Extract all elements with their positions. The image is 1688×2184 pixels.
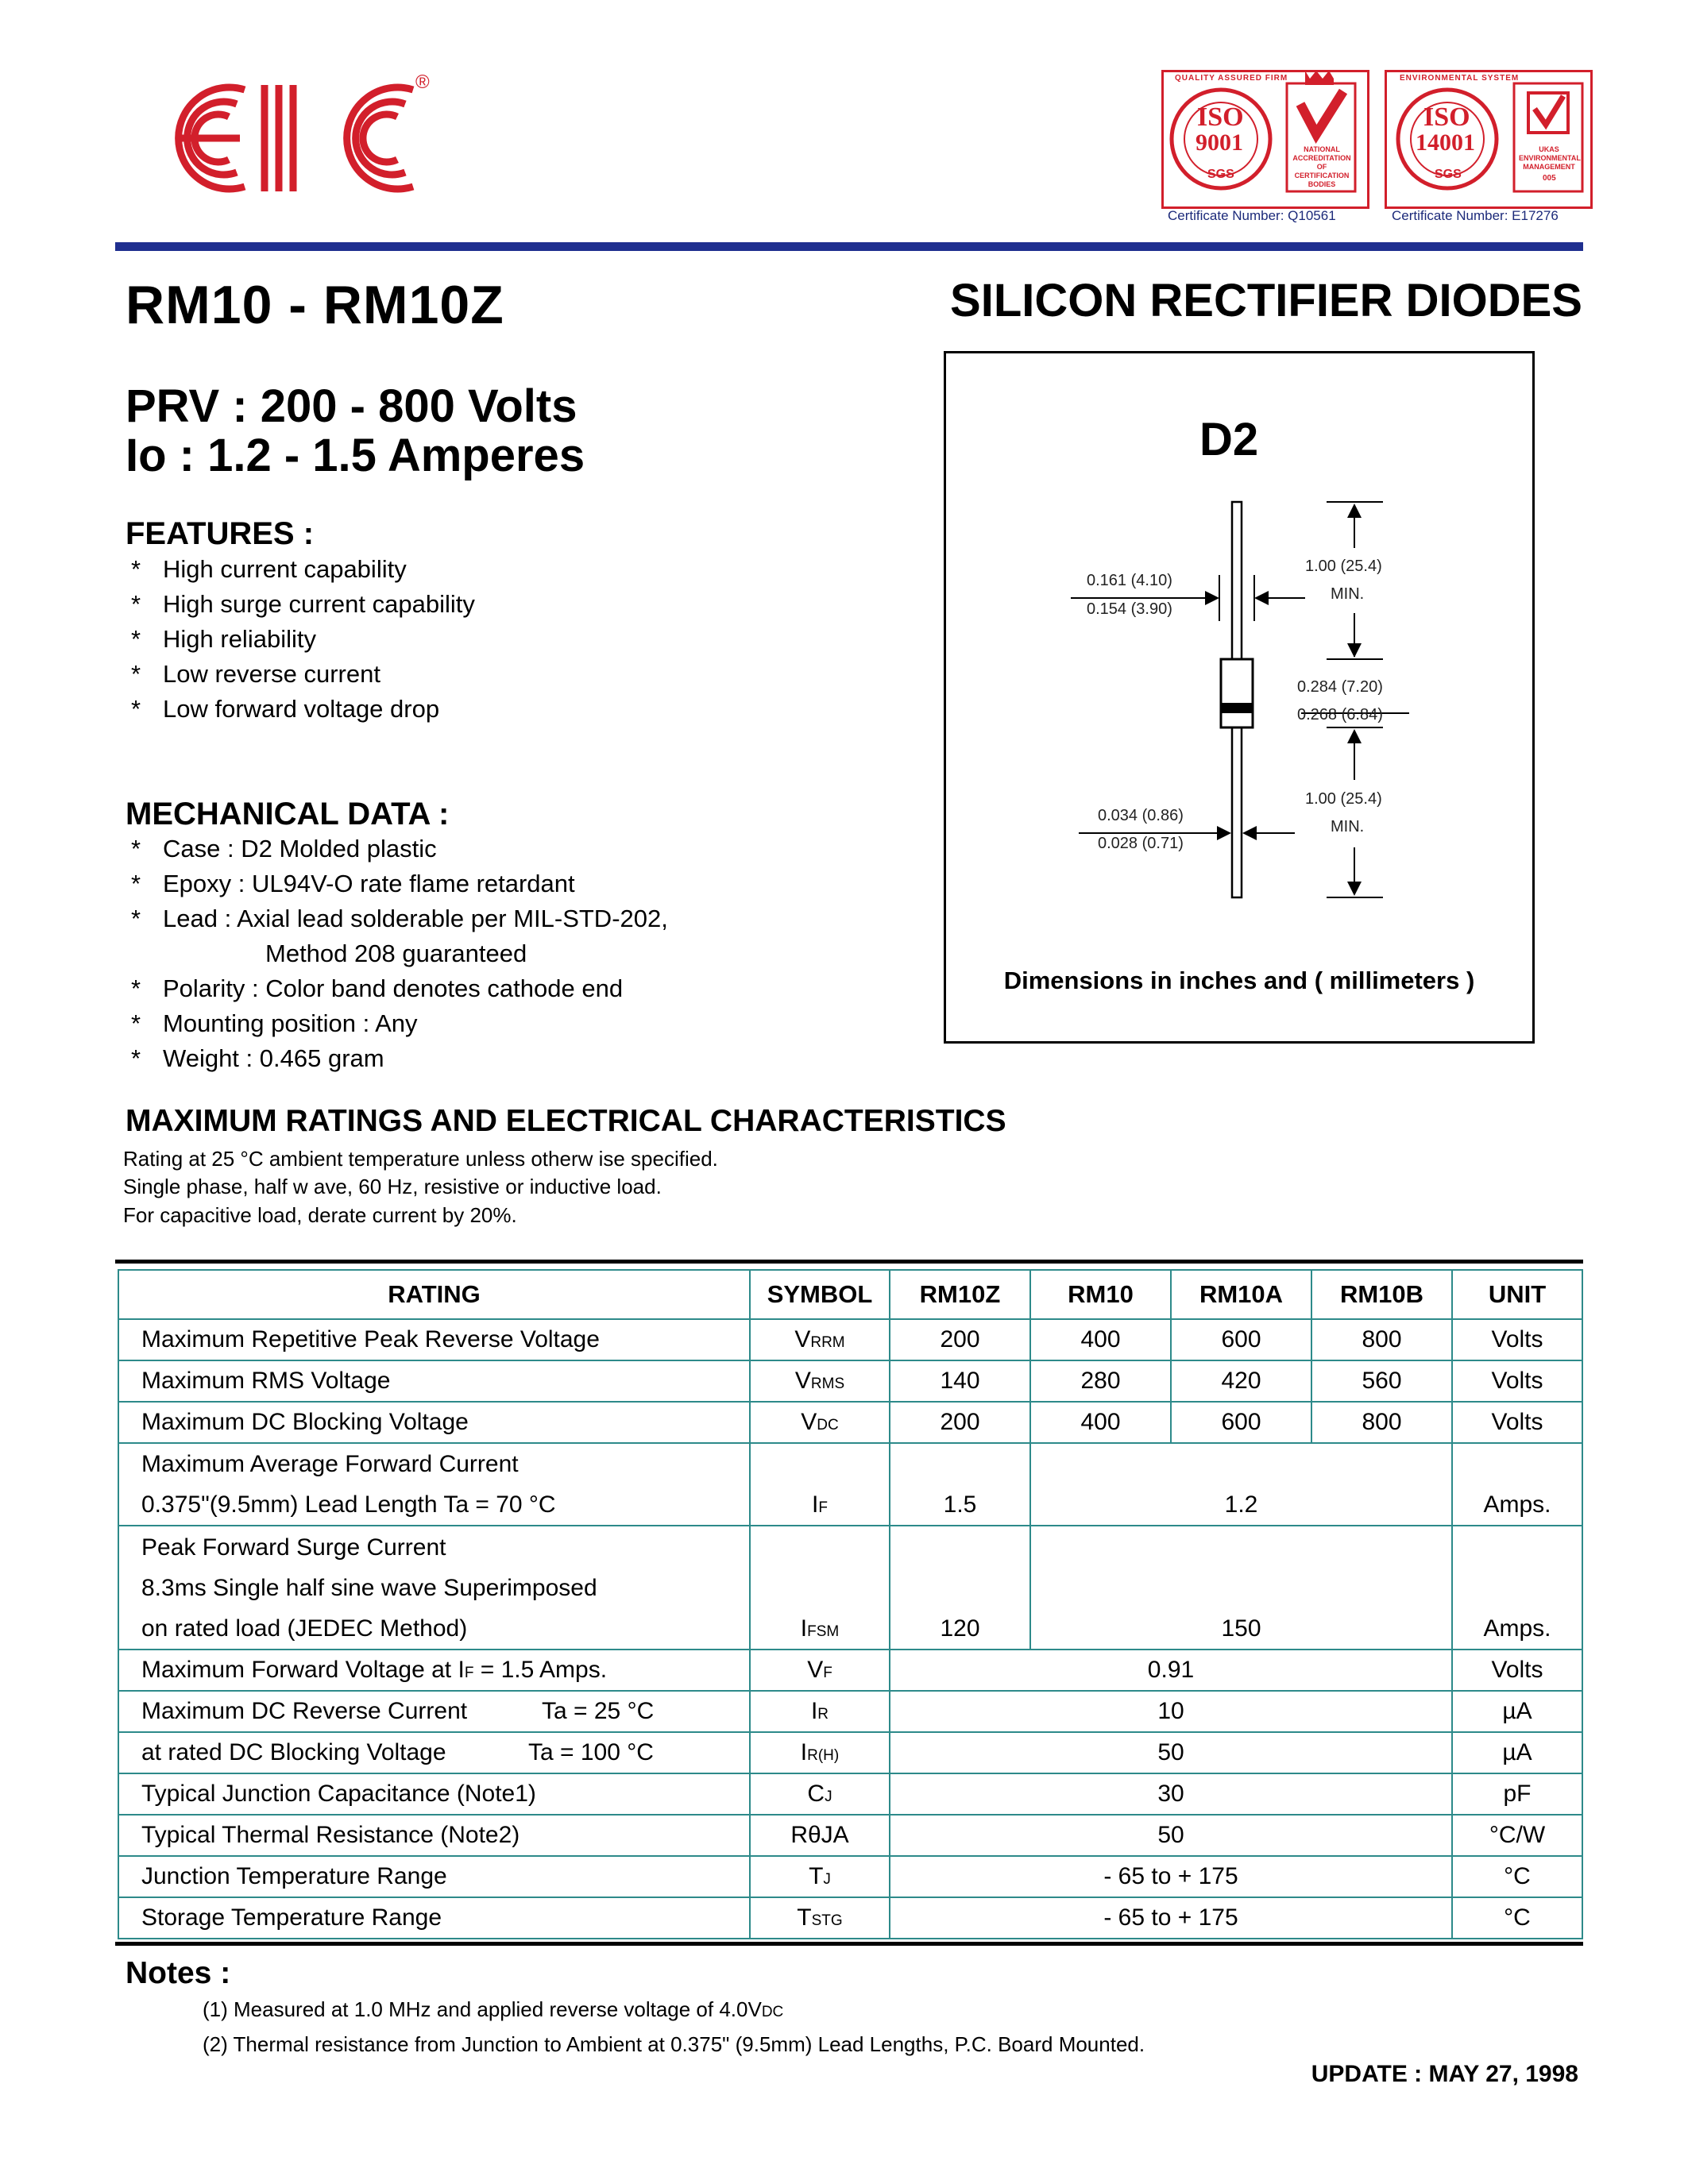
bottom-lead-length: 1.00 (25.4) xyxy=(1305,790,1382,808)
product-title: SILICON RECTIFIER DIODES xyxy=(950,275,1582,326)
value-cell: 800 xyxy=(1311,1319,1452,1360)
value-cell: 10 xyxy=(890,1691,1452,1732)
symbol-cell: VRMS xyxy=(750,1360,890,1402)
value-cell: 600 xyxy=(1171,1319,1311,1360)
table-row xyxy=(118,1773,1582,1815)
mechanical-data-list xyxy=(131,832,668,1076)
notes-heading: Notes : xyxy=(126,1956,231,1990)
list-item: * High reliability xyxy=(131,625,316,653)
body-diameter-min: 0.154 (3.90) xyxy=(1087,600,1172,618)
column-header: RM10 xyxy=(1030,1270,1171,1319)
table-row xyxy=(118,1360,1582,1402)
rating-label: Maximum DC Reverse Current Ta = 25 °C xyxy=(118,1691,750,1732)
value-cell: 50 xyxy=(890,1732,1452,1773)
rating-label: Typical Thermal Resistance (Note2) xyxy=(118,1815,750,1856)
value-cell: 560 xyxy=(1311,1360,1452,1402)
table-row xyxy=(118,1526,1582,1650)
value-cell: 400 xyxy=(1030,1402,1171,1443)
symbol-cell: VF xyxy=(750,1650,890,1691)
rating-label: at rated DC Blocking Voltage Ta = 100 °C xyxy=(118,1732,750,1773)
unit-cell: Volts xyxy=(1452,1319,1582,1360)
symbol-cell: TSTG xyxy=(750,1897,890,1939)
value-cell: 200 xyxy=(890,1402,1030,1443)
package-name: D2 xyxy=(1199,414,1259,465)
rating-label: Maximum RMS Voltage xyxy=(118,1360,750,1402)
unit-cell: Amps. xyxy=(1452,1526,1582,1650)
column-header: UNIT xyxy=(1452,1270,1582,1319)
unit-cell: µA xyxy=(1452,1732,1582,1773)
column-header: RM10A xyxy=(1171,1270,1311,1319)
features-list xyxy=(131,552,475,727)
rating-label: Maximum Average Forward Current 0.375"(9.5mm) Lead Length Ta = 70 °C xyxy=(118,1443,750,1526)
value-cell: 140 xyxy=(890,1360,1030,1402)
table-row xyxy=(118,1443,1582,1526)
iso-14001-certificate-number: Certificate Number: E17276 xyxy=(1392,208,1559,223)
unit-cell: °C/W xyxy=(1452,1815,1582,1856)
rating-condition: For capacitive load, derate current by 20%. xyxy=(123,1203,517,1227)
update-date: UPDATE : MAY 27, 1998 xyxy=(1311,2061,1578,2087)
list-item: * Polarity : Color band denotes cathode end xyxy=(131,974,624,1002)
body-length-min: 0.268 (6.84) xyxy=(1297,706,1383,723)
unit-cell: Volts xyxy=(1452,1360,1582,1402)
rating-label: Maximum DC Blocking Voltage xyxy=(118,1402,750,1443)
value-cell: 30 xyxy=(890,1773,1452,1815)
list-item: * Epoxy : UL94V-O rate flame retardant xyxy=(131,870,575,897)
quality-ring-text: QUALITY ASSURED FIRM xyxy=(1175,74,1288,83)
top-lead-length: 1.00 (25.4) xyxy=(1305,558,1382,575)
value-cell: 200 xyxy=(890,1319,1030,1360)
list-item: * Lead : Axial lead solderable per MIL-STD-202, xyxy=(131,905,668,932)
symbol-cell: CJ xyxy=(750,1773,890,1815)
list-item: * Low forward voltage drop xyxy=(131,695,440,723)
value-cell: 1.2 xyxy=(1030,1443,1452,1526)
ukas-accreditation-text: UKAS ENVIRONMENTAL MANAGEMENT xyxy=(1519,145,1581,171)
symbol-cell: RθJA xyxy=(750,1815,890,1856)
value-cell: 800 xyxy=(1311,1402,1452,1443)
symbol-cell: TJ xyxy=(750,1856,890,1897)
value-cell: - 65 to + 175 xyxy=(890,1897,1452,1939)
column-header: RATING xyxy=(118,1270,750,1319)
lead-diameter-max: 0.034 (0.86) xyxy=(1098,807,1184,824)
table-top-rule xyxy=(115,1260,1583,1264)
body-length-max: 0.284 (7.20) xyxy=(1297,678,1383,696)
value-cell: - 65 to + 175 xyxy=(890,1856,1452,1897)
symbol-cell: IF xyxy=(750,1443,890,1526)
ukas-accreditation-number: 005 xyxy=(1543,174,1556,183)
table-header-row xyxy=(118,1270,1582,1319)
value-cell: 420 xyxy=(1171,1360,1311,1402)
unit-cell: Volts xyxy=(1452,1650,1582,1691)
features-heading: FEATURES : xyxy=(126,516,315,551)
sgs-mark: SGS xyxy=(1207,168,1234,181)
value-cell: 600 xyxy=(1171,1402,1311,1443)
accreditation-text: NATIONAL ACCREDITATION OF CERTIFICATION BODIES xyxy=(1292,145,1351,188)
list-item: * Low reverse current xyxy=(131,660,380,688)
ratings-table xyxy=(118,1269,1583,1939)
column-header: SYMBOL xyxy=(750,1270,890,1319)
ratings-heading: MAXIMUM RATINGS AND ELECTRICAL CHARACTERISTICS xyxy=(126,1104,1006,1138)
symbol-cell: IR xyxy=(750,1691,890,1732)
rating-label: Peak Forward Surge Current 8.3ms Single half sine wave Superimposed on rated load (JEDEC Method) xyxy=(118,1526,750,1650)
environmental-ring-text: ENVIRONMENTAL SYSTEM xyxy=(1400,74,1520,83)
unit-cell: Amps. xyxy=(1452,1443,1582,1526)
table-row xyxy=(118,1897,1582,1939)
symbol-cell: VDC xyxy=(750,1402,890,1443)
list-item: * Weight : 0.465 gram xyxy=(131,1044,384,1072)
value-cell: 0.91 xyxy=(890,1650,1452,1691)
iso-14001-label: ISO xyxy=(1423,102,1470,132)
table-row xyxy=(118,1815,1582,1856)
rating-condition: Single phase, half w ave, 60 Hz, resistive or inductive load. xyxy=(123,1175,662,1198)
iso-14001-certificate-badge xyxy=(1385,70,1593,209)
column-header: RM10B xyxy=(1311,1270,1452,1319)
io-spec: Io : 1.2 - 1.5 Amperes xyxy=(126,430,585,481)
iso-14001-number: 14001 xyxy=(1416,129,1475,156)
lead-diameter-min: 0.028 (0.71) xyxy=(1098,835,1184,852)
table-row xyxy=(118,1691,1582,1732)
rating-label: Junction Temperature Range xyxy=(118,1856,750,1897)
symbol-cell: VRRM xyxy=(750,1319,890,1360)
mechanical-data-heading: MECHANICAL DATA : xyxy=(126,797,450,832)
iso-9001-certificate-badge xyxy=(1161,70,1369,209)
column-header: RM10Z xyxy=(890,1270,1030,1319)
list-item: * Case : D2 Molded plastic xyxy=(131,835,437,862)
dimension-caption: Dimensions in inches and ( millimeters ) xyxy=(1003,967,1475,994)
iso-9001-certificate-number: Certificate Number: Q10561 xyxy=(1168,208,1336,223)
symbol-cell: IFSM xyxy=(750,1526,890,1650)
list-item: * High current capability xyxy=(131,555,407,583)
unit-cell: Volts xyxy=(1452,1402,1582,1443)
table-row xyxy=(118,1319,1582,1360)
symbol-cell: IR(H) xyxy=(750,1732,890,1773)
rating-label: Maximum Repetitive Peak Reverse Voltage xyxy=(118,1319,750,1360)
rating-label: Maximum Forward Voltage at IF = 1.5 Amps. xyxy=(118,1650,750,1691)
value-cell: 150 xyxy=(1030,1526,1452,1650)
top-lead-length-min: MIN. xyxy=(1331,585,1365,603)
unit-cell: pF xyxy=(1452,1773,1582,1815)
eic-logo xyxy=(151,68,437,210)
bottom-lead-length-min: MIN. xyxy=(1331,818,1365,835)
value-cell: 50 xyxy=(890,1815,1452,1856)
note-2: (2) Thermal resistance from Junction to Ambient at 0.375" (9.5mm) Lead Lengths, P.C. Board Mounted. xyxy=(203,2032,1145,2056)
note-1: (1) Measured at 1.0 MHz and applied reverse voltage of 4.0VDC xyxy=(203,1997,784,2021)
list-item-continuation: Method 208 guaranteed xyxy=(265,940,527,967)
value-cell: 1.5 xyxy=(890,1443,1030,1526)
iso-9001-label: ISO xyxy=(1197,102,1244,132)
table-row xyxy=(118,1650,1582,1691)
header-divider xyxy=(115,242,1583,251)
body-diameter-max: 0.161 (4.10) xyxy=(1087,572,1172,589)
unit-cell: °C xyxy=(1452,1897,1582,1939)
rating-label: Storage Temperature Range xyxy=(118,1897,750,1939)
table-bottom-rule xyxy=(115,1942,1583,1946)
unit-cell: °C xyxy=(1452,1856,1582,1897)
value-cell: 400 xyxy=(1030,1319,1171,1360)
sgs-mark: SGS xyxy=(1435,168,1462,181)
value-cell: 120 xyxy=(890,1526,1030,1650)
table-row xyxy=(118,1402,1582,1443)
iso-9001-number: 9001 xyxy=(1196,129,1243,156)
table-row xyxy=(118,1856,1582,1897)
unit-cell: µA xyxy=(1452,1691,1582,1732)
list-item: * Mounting position : Any xyxy=(131,1009,418,1037)
list-item: * High surge current capability xyxy=(131,590,475,618)
registered-mark: ® xyxy=(415,71,430,93)
value-cell: 280 xyxy=(1030,1360,1171,1402)
rating-condition: Rating at 25 °C ambient temperature unless otherw ise specified. xyxy=(123,1147,718,1171)
table-row xyxy=(118,1732,1582,1773)
part-number-range: RM10 - RM10Z xyxy=(126,275,504,335)
diode-outline-drawing xyxy=(944,351,1535,1044)
prv-spec: PRV : 200 - 800 Volts xyxy=(126,380,577,432)
rating-label: Typical Junction Capacitance (Note1) xyxy=(118,1773,750,1815)
